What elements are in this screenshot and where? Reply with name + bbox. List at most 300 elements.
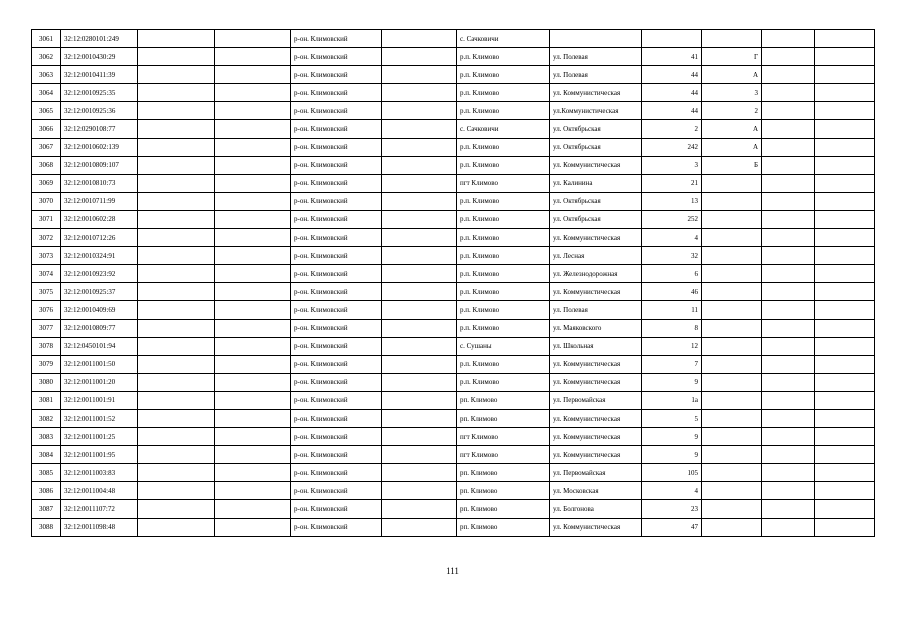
street-cell: ул. Лесная — [550, 247, 642, 265]
street-cell: ул. Коммунистическая — [550, 373, 642, 391]
street-cell: ул. Коммунистическая — [550, 446, 642, 464]
empty-cell — [762, 319, 815, 337]
district-cell: р-он. Климовский — [291, 500, 382, 518]
row-number-cell: 3080 — [32, 373, 61, 391]
house-number-cell: 2 — [642, 120, 702, 138]
district-cell: р-он. Климовский — [291, 247, 382, 265]
building-letter-cell — [702, 337, 762, 355]
street-cell: ул. Коммунистическая — [550, 518, 642, 536]
empty-cell — [138, 337, 215, 355]
table-row — [32, 30, 875, 48]
house-number-cell: 13 — [642, 192, 702, 210]
empty-cell — [762, 210, 815, 228]
district-cell: р-он. Климовский — [291, 102, 382, 120]
empty-cell — [815, 48, 875, 66]
empty-cell — [815, 518, 875, 536]
street-cell: ул. Болгонова — [550, 500, 642, 518]
district-cell: р-он. Климовский — [291, 337, 382, 355]
empty-cell — [215, 120, 291, 138]
empty-cell — [138, 30, 215, 48]
row-number-cell: 3077 — [32, 319, 61, 337]
empty-cell — [762, 283, 815, 301]
empty-cell — [815, 138, 875, 156]
empty-cell — [762, 500, 815, 518]
building-letter-cell — [702, 192, 762, 210]
building-letter-cell — [702, 428, 762, 446]
building-letter-cell — [702, 30, 762, 48]
empty-cell — [762, 156, 815, 174]
table-row — [32, 500, 875, 518]
row-number-cell: 3072 — [32, 229, 61, 247]
empty-cell — [215, 156, 291, 174]
table-row — [32, 301, 875, 319]
cadastral-number-cell: 32:12:0010712:26 — [61, 229, 138, 247]
building-letter-cell: Г — [702, 48, 762, 66]
empty-cell — [815, 84, 875, 102]
street-cell: ул. Коммунистическая — [550, 84, 642, 102]
building-letter-cell: 2 — [702, 102, 762, 120]
empty-cell — [215, 210, 291, 228]
empty-cell — [762, 464, 815, 482]
house-number-cell: 12 — [642, 337, 702, 355]
empty-cell — [815, 319, 875, 337]
row-number-cell: 3079 — [32, 355, 61, 373]
street-cell: ул.Коммунистическая — [550, 102, 642, 120]
table-row — [32, 138, 875, 156]
district-cell: р-он. Климовский — [291, 30, 382, 48]
row-number-cell: 3076 — [32, 301, 61, 319]
building-letter-cell — [702, 301, 762, 319]
cadastral-number-cell: 32:12:0010923:92 — [61, 265, 138, 283]
building-letter-cell — [702, 482, 762, 500]
row-number-cell: 3063 — [32, 66, 61, 84]
locality-cell: р.п. Климово — [457, 265, 550, 283]
empty-cell — [138, 391, 215, 409]
empty-cell — [215, 319, 291, 337]
empty-cell — [215, 446, 291, 464]
empty-cell — [138, 66, 215, 84]
house-number-cell: 44 — [642, 84, 702, 102]
cadastral-number-cell: 32:12:0010324:91 — [61, 247, 138, 265]
locality-cell: р.п. Климово — [457, 192, 550, 210]
empty-cell — [382, 174, 457, 192]
empty-cell — [762, 247, 815, 265]
empty-cell — [382, 229, 457, 247]
empty-cell — [815, 391, 875, 409]
empty-cell — [815, 102, 875, 120]
district-cell: р-он. Климовский — [291, 518, 382, 536]
building-letter-cell: А — [702, 66, 762, 84]
locality-cell: р.п. Климово — [457, 319, 550, 337]
street-cell: ул. Калинина — [550, 174, 642, 192]
district-cell: р-он. Климовский — [291, 265, 382, 283]
empty-cell — [762, 301, 815, 319]
cadastral-number-cell: 32:12:0290108:77 — [61, 120, 138, 138]
house-number-cell: 3 — [642, 156, 702, 174]
table-row — [32, 265, 875, 283]
empty-cell — [762, 409, 815, 427]
row-number-cell: 3085 — [32, 464, 61, 482]
empty-cell — [762, 84, 815, 102]
cadastral-number-cell: 32:12:0010409:69 — [61, 301, 138, 319]
empty-cell — [815, 301, 875, 319]
street-cell: ул. Коммунистическая — [550, 229, 642, 247]
row-number-cell: 3086 — [32, 482, 61, 500]
street-cell: ул. Коммунистическая — [550, 156, 642, 174]
empty-cell — [215, 30, 291, 48]
street-cell: ул. Октябрьская — [550, 192, 642, 210]
cadastral-number-cell: 32:12:0010602:139 — [61, 138, 138, 156]
empty-cell — [382, 102, 457, 120]
empty-cell — [815, 156, 875, 174]
empty-cell — [762, 373, 815, 391]
empty-cell — [815, 192, 875, 210]
empty-cell — [762, 337, 815, 355]
row-number-cell: 3069 — [32, 174, 61, 192]
empty-cell — [762, 265, 815, 283]
table-row — [32, 120, 875, 138]
cadastral-number-cell: 32:12:0010809:77 — [61, 319, 138, 337]
house-number-cell: 105 — [642, 464, 702, 482]
empty-cell — [215, 265, 291, 283]
empty-cell — [138, 102, 215, 120]
house-number-cell: 9 — [642, 428, 702, 446]
empty-cell — [138, 174, 215, 192]
locality-cell: рп. Климово — [457, 391, 550, 409]
empty-cell — [382, 373, 457, 391]
empty-cell — [382, 518, 457, 536]
table-row — [32, 84, 875, 102]
house-number-cell: 41 — [642, 48, 702, 66]
street-cell: ул. Первомайская — [550, 391, 642, 409]
empty-cell — [815, 428, 875, 446]
empty-cell — [138, 355, 215, 373]
empty-cell — [215, 409, 291, 427]
empty-cell — [382, 156, 457, 174]
table-row — [32, 102, 875, 120]
table-row — [32, 210, 875, 228]
locality-cell: с. Сушаны — [457, 337, 550, 355]
locality-cell: р.п. Климово — [457, 247, 550, 265]
table-row — [32, 373, 875, 391]
empty-cell — [138, 373, 215, 391]
cadastral-number-cell: 32:12:0011003:83 — [61, 464, 138, 482]
empty-cell — [215, 391, 291, 409]
house-number-cell: 8 — [642, 319, 702, 337]
table-row — [32, 391, 875, 409]
empty-cell — [762, 66, 815, 84]
locality-cell: рп. Климово — [457, 464, 550, 482]
empty-cell — [382, 30, 457, 48]
empty-cell — [382, 428, 457, 446]
empty-cell — [382, 337, 457, 355]
empty-cell — [762, 229, 815, 247]
empty-cell — [762, 30, 815, 48]
page-number: 111 — [446, 566, 459, 576]
empty-cell — [138, 229, 215, 247]
street-cell: ул. Коммунистическая — [550, 283, 642, 301]
house-number-cell: 4 — [642, 229, 702, 247]
table-row — [32, 428, 875, 446]
cadastral-number-cell: 32:12:0010430:29 — [61, 48, 138, 66]
row-number-cell: 3066 — [32, 120, 61, 138]
street-cell: ул. Полевая — [550, 66, 642, 84]
street-cell: ул. Октябрьская — [550, 210, 642, 228]
empty-cell — [815, 66, 875, 84]
building-letter-cell — [702, 210, 762, 228]
empty-cell — [215, 337, 291, 355]
row-number-cell: 3068 — [32, 156, 61, 174]
locality-cell: р.п. Климово — [457, 210, 550, 228]
table-row — [32, 409, 875, 427]
empty-cell — [382, 301, 457, 319]
street-cell: ул. Коммунистическая — [550, 428, 642, 446]
house-number-cell: 47 — [642, 518, 702, 536]
locality-cell: пгт Климово — [457, 428, 550, 446]
row-number-cell: 3074 — [32, 265, 61, 283]
empty-cell — [382, 355, 457, 373]
locality-cell: р.п. Климово — [457, 48, 550, 66]
building-letter-cell — [702, 355, 762, 373]
empty-cell — [138, 156, 215, 174]
empty-cell — [815, 210, 875, 228]
row-number-cell: 3067 — [32, 138, 61, 156]
empty-cell — [762, 518, 815, 536]
row-number-cell: 3065 — [32, 102, 61, 120]
house-number-cell: 44 — [642, 66, 702, 84]
house-number-cell: 32 — [642, 247, 702, 265]
street-cell: ул. Первомайская — [550, 464, 642, 482]
empty-cell — [138, 192, 215, 210]
table-row — [32, 66, 875, 84]
row-number-cell: 3084 — [32, 446, 61, 464]
cadastral-number-cell: 32:12:0011001:91 — [61, 391, 138, 409]
empty-cell — [138, 482, 215, 500]
empty-cell — [762, 138, 815, 156]
locality-cell: р.п. Климово — [457, 66, 550, 84]
locality-cell: рп. Климово — [457, 409, 550, 427]
empty-cell — [815, 464, 875, 482]
building-letter-cell — [702, 229, 762, 247]
empty-cell — [382, 120, 457, 138]
district-cell: р-он. Климовский — [291, 428, 382, 446]
building-letter-cell — [702, 446, 762, 464]
locality-cell: пгт Климово — [457, 446, 550, 464]
empty-cell — [382, 283, 457, 301]
house-number-cell: 1а — [642, 391, 702, 409]
empty-cell — [762, 482, 815, 500]
table-row — [32, 355, 875, 373]
row-number-cell: 3078 — [32, 337, 61, 355]
empty-cell — [762, 391, 815, 409]
building-letter-cell — [702, 265, 762, 283]
empty-cell — [815, 283, 875, 301]
empty-cell — [762, 428, 815, 446]
empty-cell — [138, 48, 215, 66]
row-number-cell: 3071 — [32, 210, 61, 228]
cadastral-number-cell: 32:12:0011004:48 — [61, 482, 138, 500]
row-number-cell: 3061 — [32, 30, 61, 48]
cadastral-number-cell: 32:12:0011098:48 — [61, 518, 138, 536]
empty-cell — [215, 373, 291, 391]
empty-cell — [138, 120, 215, 138]
table-row — [32, 283, 875, 301]
empty-cell — [815, 120, 875, 138]
empty-cell — [815, 482, 875, 500]
cadastral-number-cell: 32:12:0450101:94 — [61, 337, 138, 355]
street-cell: ул. Железнодорожная — [550, 265, 642, 283]
locality-cell: с. Сачковичи — [457, 120, 550, 138]
cadastral-number-cell: 32:12:0011001:25 — [61, 428, 138, 446]
table-row — [32, 156, 875, 174]
cadastral-number-cell: 32:12:0011001:52 — [61, 409, 138, 427]
house-number-cell — [642, 30, 702, 48]
empty-cell — [138, 301, 215, 319]
district-cell: р-он. Климовский — [291, 373, 382, 391]
house-number-cell: 6 — [642, 265, 702, 283]
table-row — [32, 48, 875, 66]
locality-cell: пгт Климово — [457, 174, 550, 192]
district-cell: р-он. Климовский — [291, 120, 382, 138]
empty-cell — [382, 66, 457, 84]
empty-cell — [138, 428, 215, 446]
row-number-cell: 3075 — [32, 283, 61, 301]
street-cell: ул. Московская — [550, 482, 642, 500]
empty-cell — [382, 409, 457, 427]
district-cell: р-он. Климовский — [291, 283, 382, 301]
street-cell — [550, 30, 642, 48]
locality-cell: р.п. Климово — [457, 283, 550, 301]
house-number-cell: 9 — [642, 446, 702, 464]
empty-cell — [762, 192, 815, 210]
row-number-cell: 3088 — [32, 518, 61, 536]
district-cell: р-он. Климовский — [291, 355, 382, 373]
empty-cell — [138, 283, 215, 301]
district-cell: р-он. Климовский — [291, 229, 382, 247]
district-cell: р-он. Климовский — [291, 84, 382, 102]
empty-cell — [215, 192, 291, 210]
empty-cell — [215, 283, 291, 301]
cadastral-number-cell: 32:12:0010925:36 — [61, 102, 138, 120]
district-cell: р-он. Климовский — [291, 301, 382, 319]
empty-cell — [215, 301, 291, 319]
locality-cell: р.п. Климово — [457, 102, 550, 120]
empty-cell — [382, 210, 457, 228]
empty-cell — [215, 482, 291, 500]
cadastral-number-cell: 32:12:0010810:73 — [61, 174, 138, 192]
row-number-cell: 3081 — [32, 391, 61, 409]
empty-cell — [762, 174, 815, 192]
locality-cell: р.п. Климово — [457, 301, 550, 319]
locality-cell: р.п. Климово — [457, 138, 550, 156]
empty-cell — [215, 500, 291, 518]
building-letter-cell — [702, 247, 762, 265]
empty-cell — [815, 174, 875, 192]
empty-cell — [382, 84, 457, 102]
house-number-cell: 23 — [642, 500, 702, 518]
locality-cell: р.п. Климово — [457, 229, 550, 247]
table-row — [32, 464, 875, 482]
building-letter-cell — [702, 500, 762, 518]
row-number-cell: 3083 — [32, 428, 61, 446]
locality-cell: р.п. Климово — [457, 355, 550, 373]
empty-cell — [762, 48, 815, 66]
table-row — [32, 247, 875, 265]
empty-cell — [382, 48, 457, 66]
house-number-cell: 242 — [642, 138, 702, 156]
cadastral-number-cell: 32:12:0010925:35 — [61, 84, 138, 102]
empty-cell — [138, 138, 215, 156]
street-cell: ул. Коммунистическая — [550, 409, 642, 427]
building-letter-cell — [702, 319, 762, 337]
empty-cell — [215, 84, 291, 102]
cadastral-number-cell: 32:12:0010711:99 — [61, 192, 138, 210]
building-letter-cell — [702, 174, 762, 192]
empty-cell — [382, 265, 457, 283]
district-cell: р-он. Климовский — [291, 210, 382, 228]
house-number-cell: 44 — [642, 102, 702, 120]
district-cell: р-он. Климовский — [291, 319, 382, 337]
table-body — [32, 30, 875, 537]
cadastral-number-cell: 32:12:0010411:39 — [61, 66, 138, 84]
empty-cell — [815, 355, 875, 373]
empty-cell — [138, 84, 215, 102]
table-row — [32, 337, 875, 355]
empty-cell — [138, 518, 215, 536]
house-number-cell: 11 — [642, 301, 702, 319]
locality-cell: р.п. Климово — [457, 156, 550, 174]
locality-cell: рп. Климово — [457, 482, 550, 500]
locality-cell: рп. Климово — [457, 518, 550, 536]
street-cell: ул. Полевая — [550, 48, 642, 66]
empty-cell — [762, 355, 815, 373]
district-cell: р-он. Климовский — [291, 156, 382, 174]
district-cell: р-он. Климовский — [291, 66, 382, 84]
table-row — [32, 192, 875, 210]
street-cell: ул. Октябрьская — [550, 138, 642, 156]
district-cell: р-он. Климовский — [291, 409, 382, 427]
district-cell: р-он. Климовский — [291, 446, 382, 464]
empty-cell — [815, 265, 875, 283]
house-number-cell: 252 — [642, 210, 702, 228]
table-row — [32, 446, 875, 464]
building-letter-cell — [702, 464, 762, 482]
district-cell: р-он. Климовский — [291, 482, 382, 500]
empty-cell — [762, 446, 815, 464]
empty-cell — [215, 138, 291, 156]
cadastral-number-cell: 32:12:0010602:28 — [61, 210, 138, 228]
cadastral-number-cell: 32:12:0011001:20 — [61, 373, 138, 391]
cadastral-number-cell: 32:12:0010925:37 — [61, 283, 138, 301]
empty-cell — [382, 500, 457, 518]
street-cell: ул. Октябрьская — [550, 120, 642, 138]
street-cell: ул. Полевая — [550, 301, 642, 319]
street-cell: ул. Школьная — [550, 337, 642, 355]
table-row — [32, 482, 875, 500]
district-cell: р-он. Климовский — [291, 192, 382, 210]
empty-cell — [215, 428, 291, 446]
empty-cell — [382, 446, 457, 464]
empty-cell — [215, 229, 291, 247]
house-number-cell: 5 — [642, 409, 702, 427]
house-number-cell: 4 — [642, 482, 702, 500]
empty-cell — [382, 192, 457, 210]
row-number-cell: 3064 — [32, 84, 61, 102]
house-number-cell: 7 — [642, 355, 702, 373]
empty-cell — [815, 409, 875, 427]
empty-cell — [215, 102, 291, 120]
row-number-cell: 3073 — [32, 247, 61, 265]
